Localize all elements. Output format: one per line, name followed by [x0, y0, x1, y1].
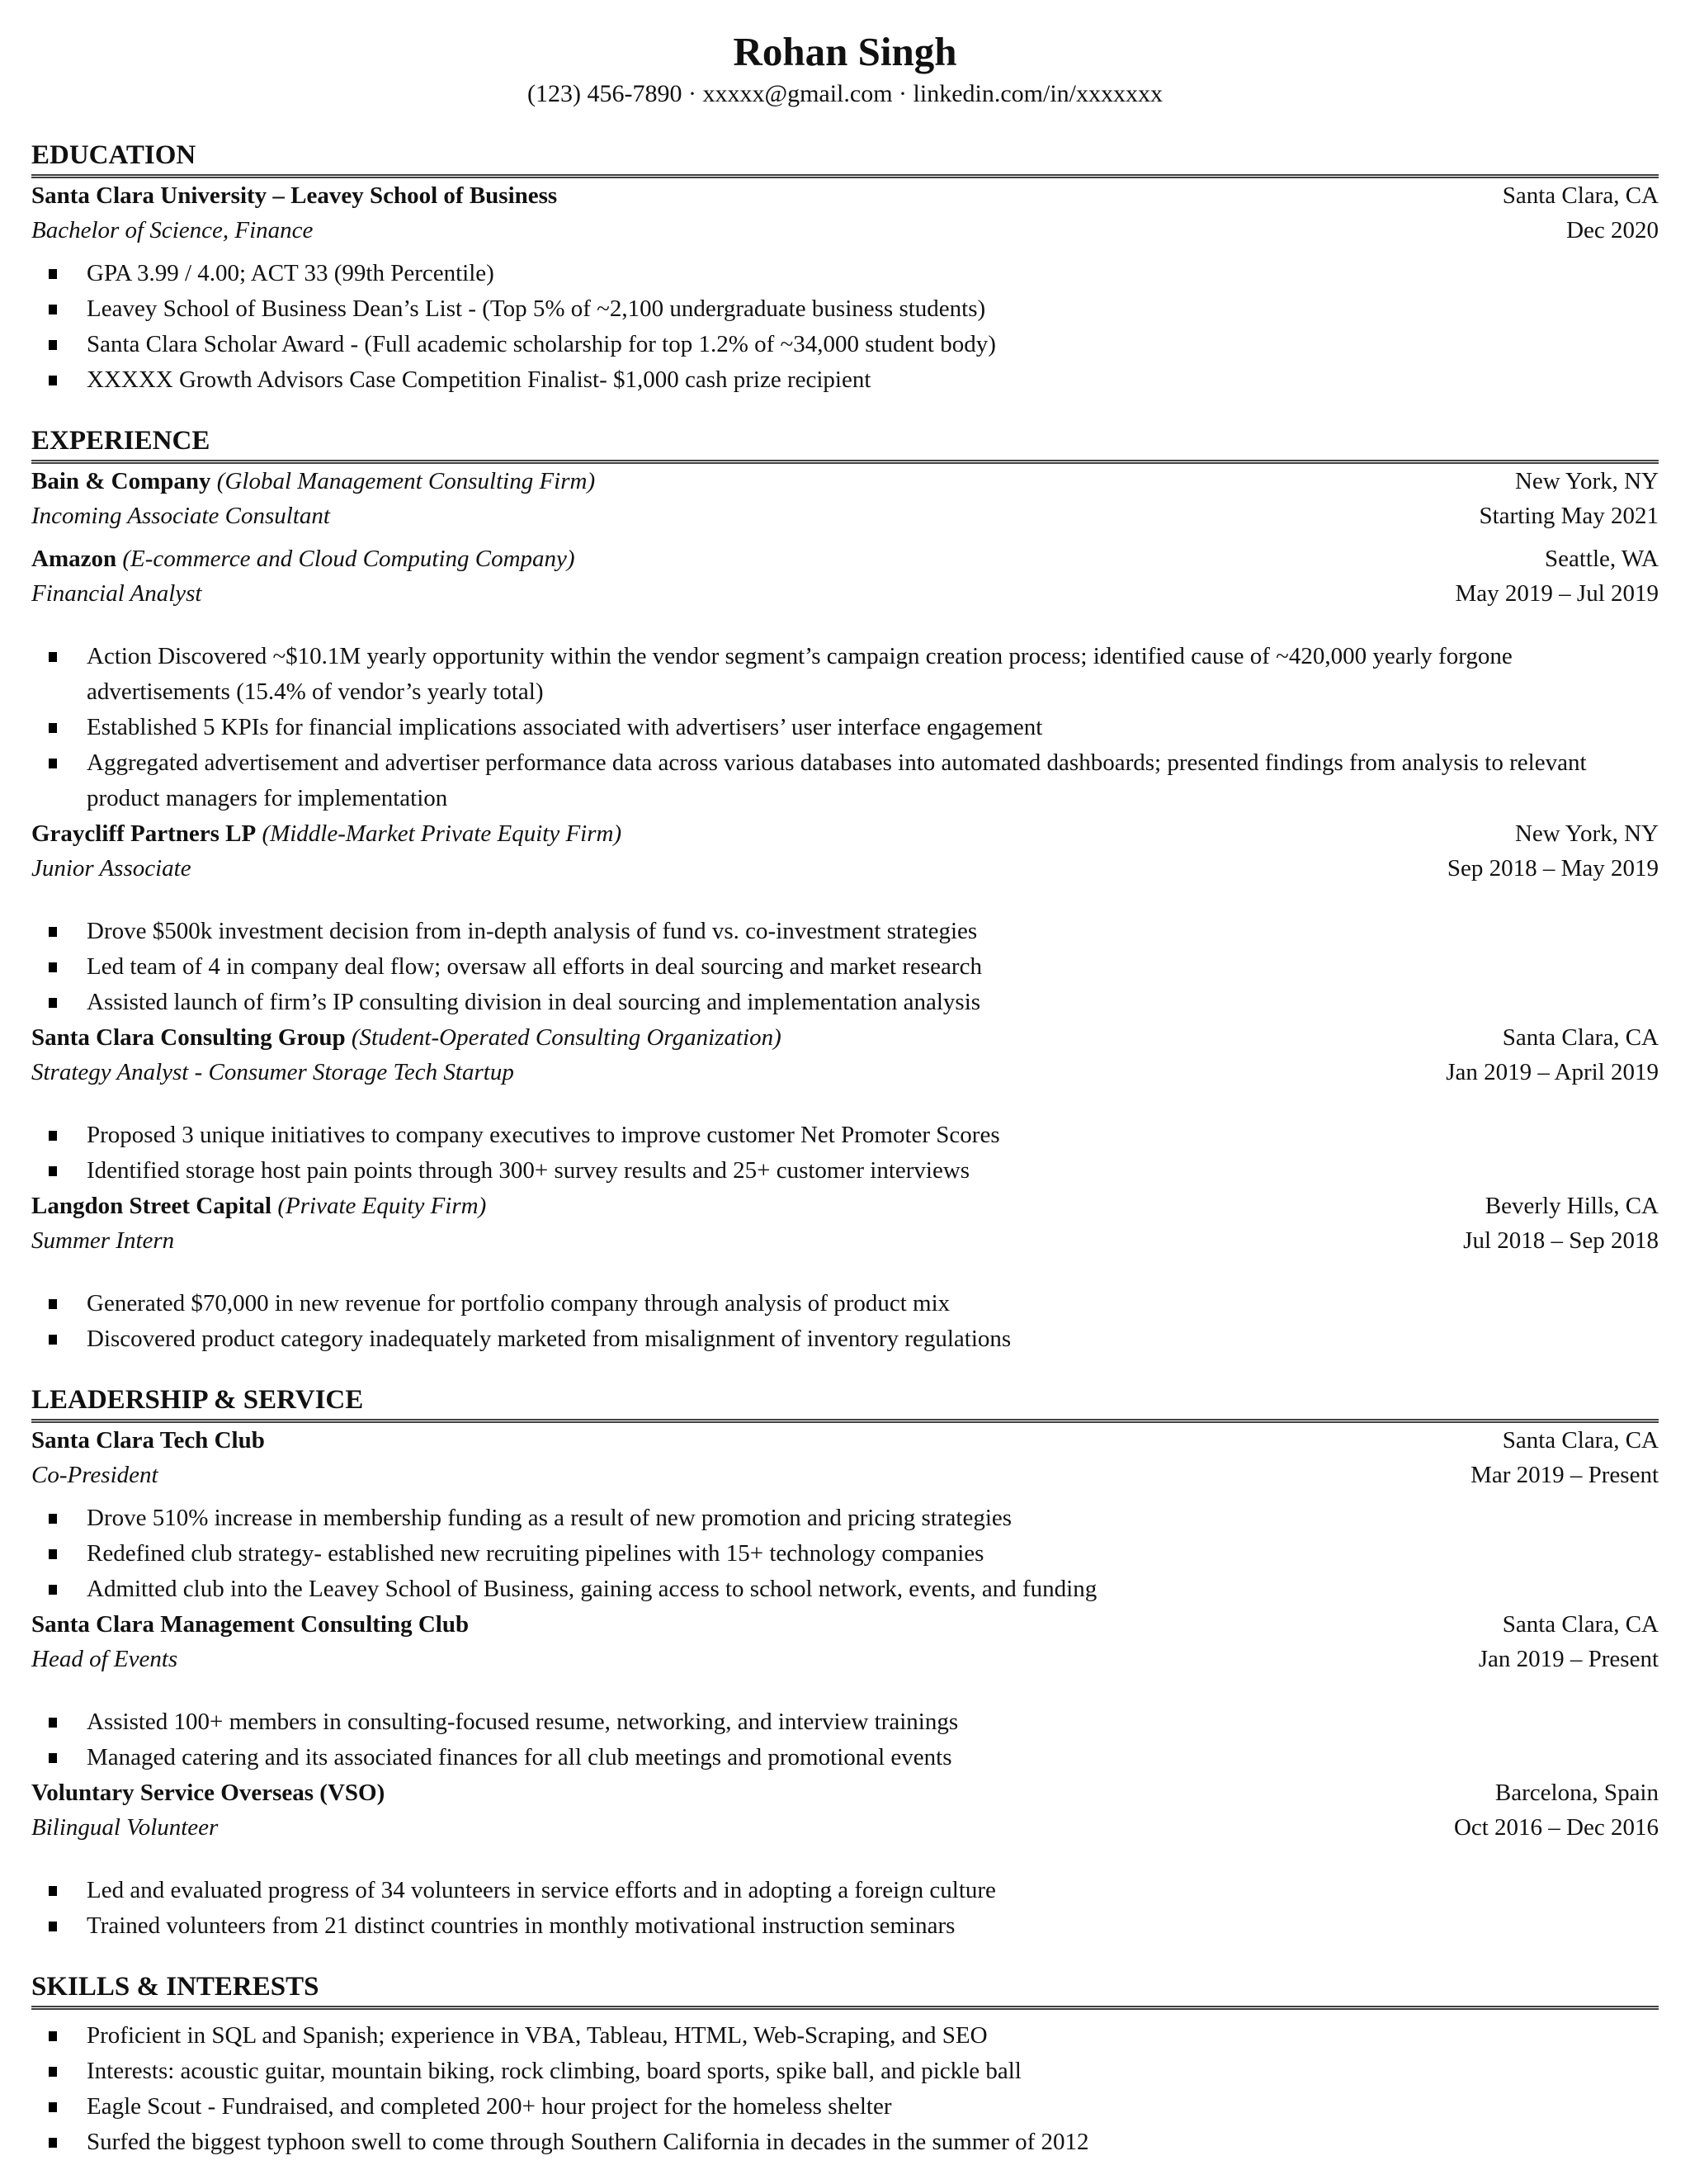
entry-org: Bain & Company: [31, 468, 211, 494]
entry-subheader-row: [31, 1810, 1659, 1845]
bullet-item: Drove 510% increase in membership funding as a result of new promotion and pricing strategies: [87, 1501, 1659, 1536]
bullet-list: [31, 1118, 1659, 1189]
entry-subheader-row: [31, 576, 1659, 611]
entry-location: Santa Clara, CA: [1502, 182, 1659, 209]
bullet-item: Generated $70,000 in new revenue for portfolio company through analysis of product mix: [87, 1286, 1659, 1321]
entry-dates: Jan 2019 – April 2019: [1446, 1059, 1659, 1085]
section-title: LEADERSHIP & SERVICE: [31, 1383, 1659, 1423]
bullet-list: [31, 2018, 1659, 2160]
bullet-list: [31, 1501, 1659, 1607]
entry-role: Junior Associate: [31, 855, 191, 882]
bullet-item: GPA 3.99 / 4.00; ACT 33 (99th Percentile): [87, 256, 1659, 291]
section-title: EDUCATION: [31, 139, 1659, 178]
entry-org-note: (Private Equity Firm): [271, 1193, 487, 1219]
entry-header-row: [31, 1607, 1659, 1642]
bullet-item: Eagle Scout - Fundraised, and completed 200+ hour project for the homeless shelter: [87, 2089, 1659, 2125]
entry-org-note: (Middle-Market Private Equity Firm): [256, 820, 622, 847]
entry-org-line: [31, 1775, 385, 1810]
section-leadership-service: [31, 1383, 1659, 1944]
entry-subheader-row: [31, 851, 1659, 886]
bullet-list: [31, 1704, 1659, 1775]
entry-role: Summer Intern: [31, 1227, 175, 1254]
entry-org-note: (Global Management Consulting Firm): [210, 468, 596, 494]
section-title: SKILLS & INTERESTS: [31, 1970, 1659, 2010]
entry-location: Barcelona, Spain: [1494, 1780, 1659, 1806]
entry-org-line: [31, 1607, 469, 1642]
entry-org-line: [31, 1020, 781, 1055]
bullet-item: Redefined club strategy- established new recruiting pipelines with 15+ technology companies: [87, 1536, 1659, 1572]
entry-dates: May 2019 – Jul 2019: [1455, 580, 1659, 607]
entry-location: Santa Clara, CA: [1502, 1024, 1659, 1051]
bullet-item: Managed catering and its associated finances for all club meetings and promotional events: [87, 1740, 1659, 1775]
bullet-item: Admitted club into the Leavey School of Business, gaining access to school network, events, and funding: [87, 1572, 1659, 1607]
section-skills-interests: [31, 1970, 1659, 2160]
bullet-item: Assisted 100+ members in consulting-focused resume, networking, and interview trainings: [87, 1704, 1659, 1740]
entry-role: Bilingual Volunteer: [31, 1814, 219, 1841]
entry-subheader-row: [31, 1223, 1659, 1258]
entry-org: Amazon: [31, 546, 117, 572]
bullet-item: Discovered product category inadequately marketed from misalignment of inventory regulations: [87, 1321, 1659, 1357]
entry-location: Seattle, WA: [1545, 546, 1659, 572]
bullet-item: Aggregated advertisement and advertiser performance data across various databases into automated dashboards; presented findings from analysis to relevant product managers for implementation: [87, 745, 1659, 816]
bullet-item: Led and evaluated progress of 34 volunteers in service efforts and in adopting a foreign culture: [87, 1873, 1659, 1908]
bullet-item: Proficient in SQL and Spanish; experience in VBA, Tableau, HTML, Web-Scraping, and SEO: [87, 2018, 1659, 2054]
entry-org: Voluntary Service Overseas (VSO): [31, 1780, 385, 1806]
bullet-item: Led team of 4 in company deal flow; oversaw all efforts in deal sourcing and market research: [87, 949, 1659, 985]
entry-role: Strategy Analyst - Consumer Storage Tech Startup: [31, 1059, 514, 1085]
entry-org-line: [31, 1423, 265, 1458]
entry-header-row: [31, 1020, 1659, 1055]
contact-line: (123) 456-7890 · xxxxx@gmail.com · linkedin.com/in/xxxxxxx: [526, 80, 1164, 107]
entry-location: Santa Clara, CA: [1502, 1427, 1659, 1454]
entry-org-note: (Student-Operated Consulting Organization): [345, 1024, 781, 1051]
bullet-list: [31, 639, 1659, 816]
entry-subheader-row: [31, 499, 1659, 533]
entry-subheader-row: [31, 213, 1659, 248]
entry-location: New York, NY: [1514, 468, 1659, 494]
entry-role: Bachelor of Science, Finance: [31, 217, 314, 243]
candidate-name: Rohan Singh: [733, 29, 957, 74]
entry-dates: Dec 2020: [1566, 217, 1659, 243]
entry-subheader-row: [31, 1458, 1659, 1492]
bullet-item: XXXXX Growth Advisors Case Competition Finalist- $1,000 cash prize recipient: [87, 362, 1659, 398]
entry-dates: Sep 2018 – May 2019: [1447, 855, 1659, 882]
entry-dates: Jan 2019 – Present: [1478, 1646, 1659, 1672]
section-education: [31, 139, 1659, 398]
entry-header-row: [31, 178, 1659, 213]
bullet-item: Santa Clara Scholar Award - (Full academic scholarship for top 1.2% of ~34,000 student body): [87, 327, 1659, 362]
bullet-item: Proposed 3 unique initiatives to company executives to improve customer Net Promoter Scores: [87, 1118, 1659, 1153]
entry-header-row: [31, 541, 1659, 576]
sections: [31, 139, 1659, 2160]
entry-role: Incoming Associate Consultant: [31, 503, 330, 529]
entry-role: Co-President: [31, 1462, 158, 1488]
entry-dates: Jul 2018 – Sep 2018: [1463, 1227, 1659, 1254]
entry-org: Santa Clara Tech Club: [31, 1427, 265, 1454]
bullet-list: [31, 1286, 1659, 1357]
entry-header-row: [31, 1423, 1659, 1458]
entry-location: Beverly Hills, CA: [1485, 1193, 1659, 1219]
bullet-item: Trained volunteers from 21 distinct countries in monthly motivational instruction seminars: [87, 1908, 1659, 1944]
entry-skills-interests: [31, 2018, 1659, 2160]
entry-org: Graycliff Partners LP: [31, 820, 257, 847]
bullet-list: [31, 256, 1659, 398]
bullet-item: Leavey School of Business Dean’s List - (Top 5% of ~2,100 undergraduate business students): [87, 291, 1659, 327]
bullet-item: Identified storage host pain points through 300+ survey results and 25+ customer interviews: [87, 1153, 1659, 1189]
entry-org-note: (E-commerce and Cloud Computing Company): [116, 546, 575, 572]
bullet-item: Surfed the biggest typhoon swell to come through Southern California in decades in the summer of 2012: [87, 2125, 1659, 2160]
section-title: EXPERIENCE: [31, 424, 1659, 464]
entry-subheader-row: [31, 1055, 1659, 1090]
entry-subheader-row: [31, 1642, 1659, 1676]
bullet-item: Drove $500k investment decision from in-depth analysis of fund vs. co-investment strategies: [87, 914, 1659, 949]
entry-org-line: [31, 816, 621, 851]
entry-header-row: [31, 816, 1659, 851]
entry-org: Santa Clara Management Consulting Club: [31, 1611, 470, 1638]
entry-org-line: [31, 1189, 486, 1223]
entry-header-row: [31, 1189, 1659, 1223]
bullet-item: Assisted launch of firm’s IP consulting division in deal sourcing and implementation analysis: [87, 985, 1659, 1020]
bullet-list: [31, 1873, 1659, 1944]
entry-org-line: [31, 178, 557, 213]
entry-role: Head of Events: [31, 1646, 178, 1672]
entry-org: Langdon Street Capital: [31, 1193, 272, 1219]
bullet-list: [31, 914, 1659, 1020]
entry-org-line: [31, 541, 575, 576]
entry-org-line: [31, 464, 595, 499]
bullet-item: Action Discovered ~$10.1M yearly opportunity within the vendor segment’s campaign creation process; identified cause of ~420,000 yearly forgone advertisements (15.4% of vendor’s yearly total): [87, 639, 1659, 710]
entry-dates: Mar 2019 – Present: [1470, 1462, 1659, 1488]
entry-location: Santa Clara, CA: [1502, 1611, 1659, 1638]
entry-header-row: [31, 464, 1659, 499]
bullet-item: Interests: acoustic guitar, mountain biking, rock climbing, board sports, spike ball, and pickle ball: [87, 2054, 1659, 2089]
entry-dates: Starting May 2021: [1479, 503, 1659, 529]
doc-header: [31, 28, 1659, 112]
entry-org: Santa Clara University – Leavey School of Business: [31, 182, 558, 209]
section-experience: [31, 424, 1659, 1357]
entry-role: Financial Analyst: [31, 580, 202, 607]
entry-location: New York, NY: [1514, 820, 1659, 847]
entry-dates: Oct 2016 – Dec 2016: [1453, 1814, 1659, 1841]
bullet-item: Established 5 KPIs for financial implications associated with advertisers’ user interface engagement: [87, 710, 1659, 745]
entry-header-row: [31, 1775, 1659, 1810]
entry-org: Santa Clara Consulting Group: [31, 1024, 346, 1051]
